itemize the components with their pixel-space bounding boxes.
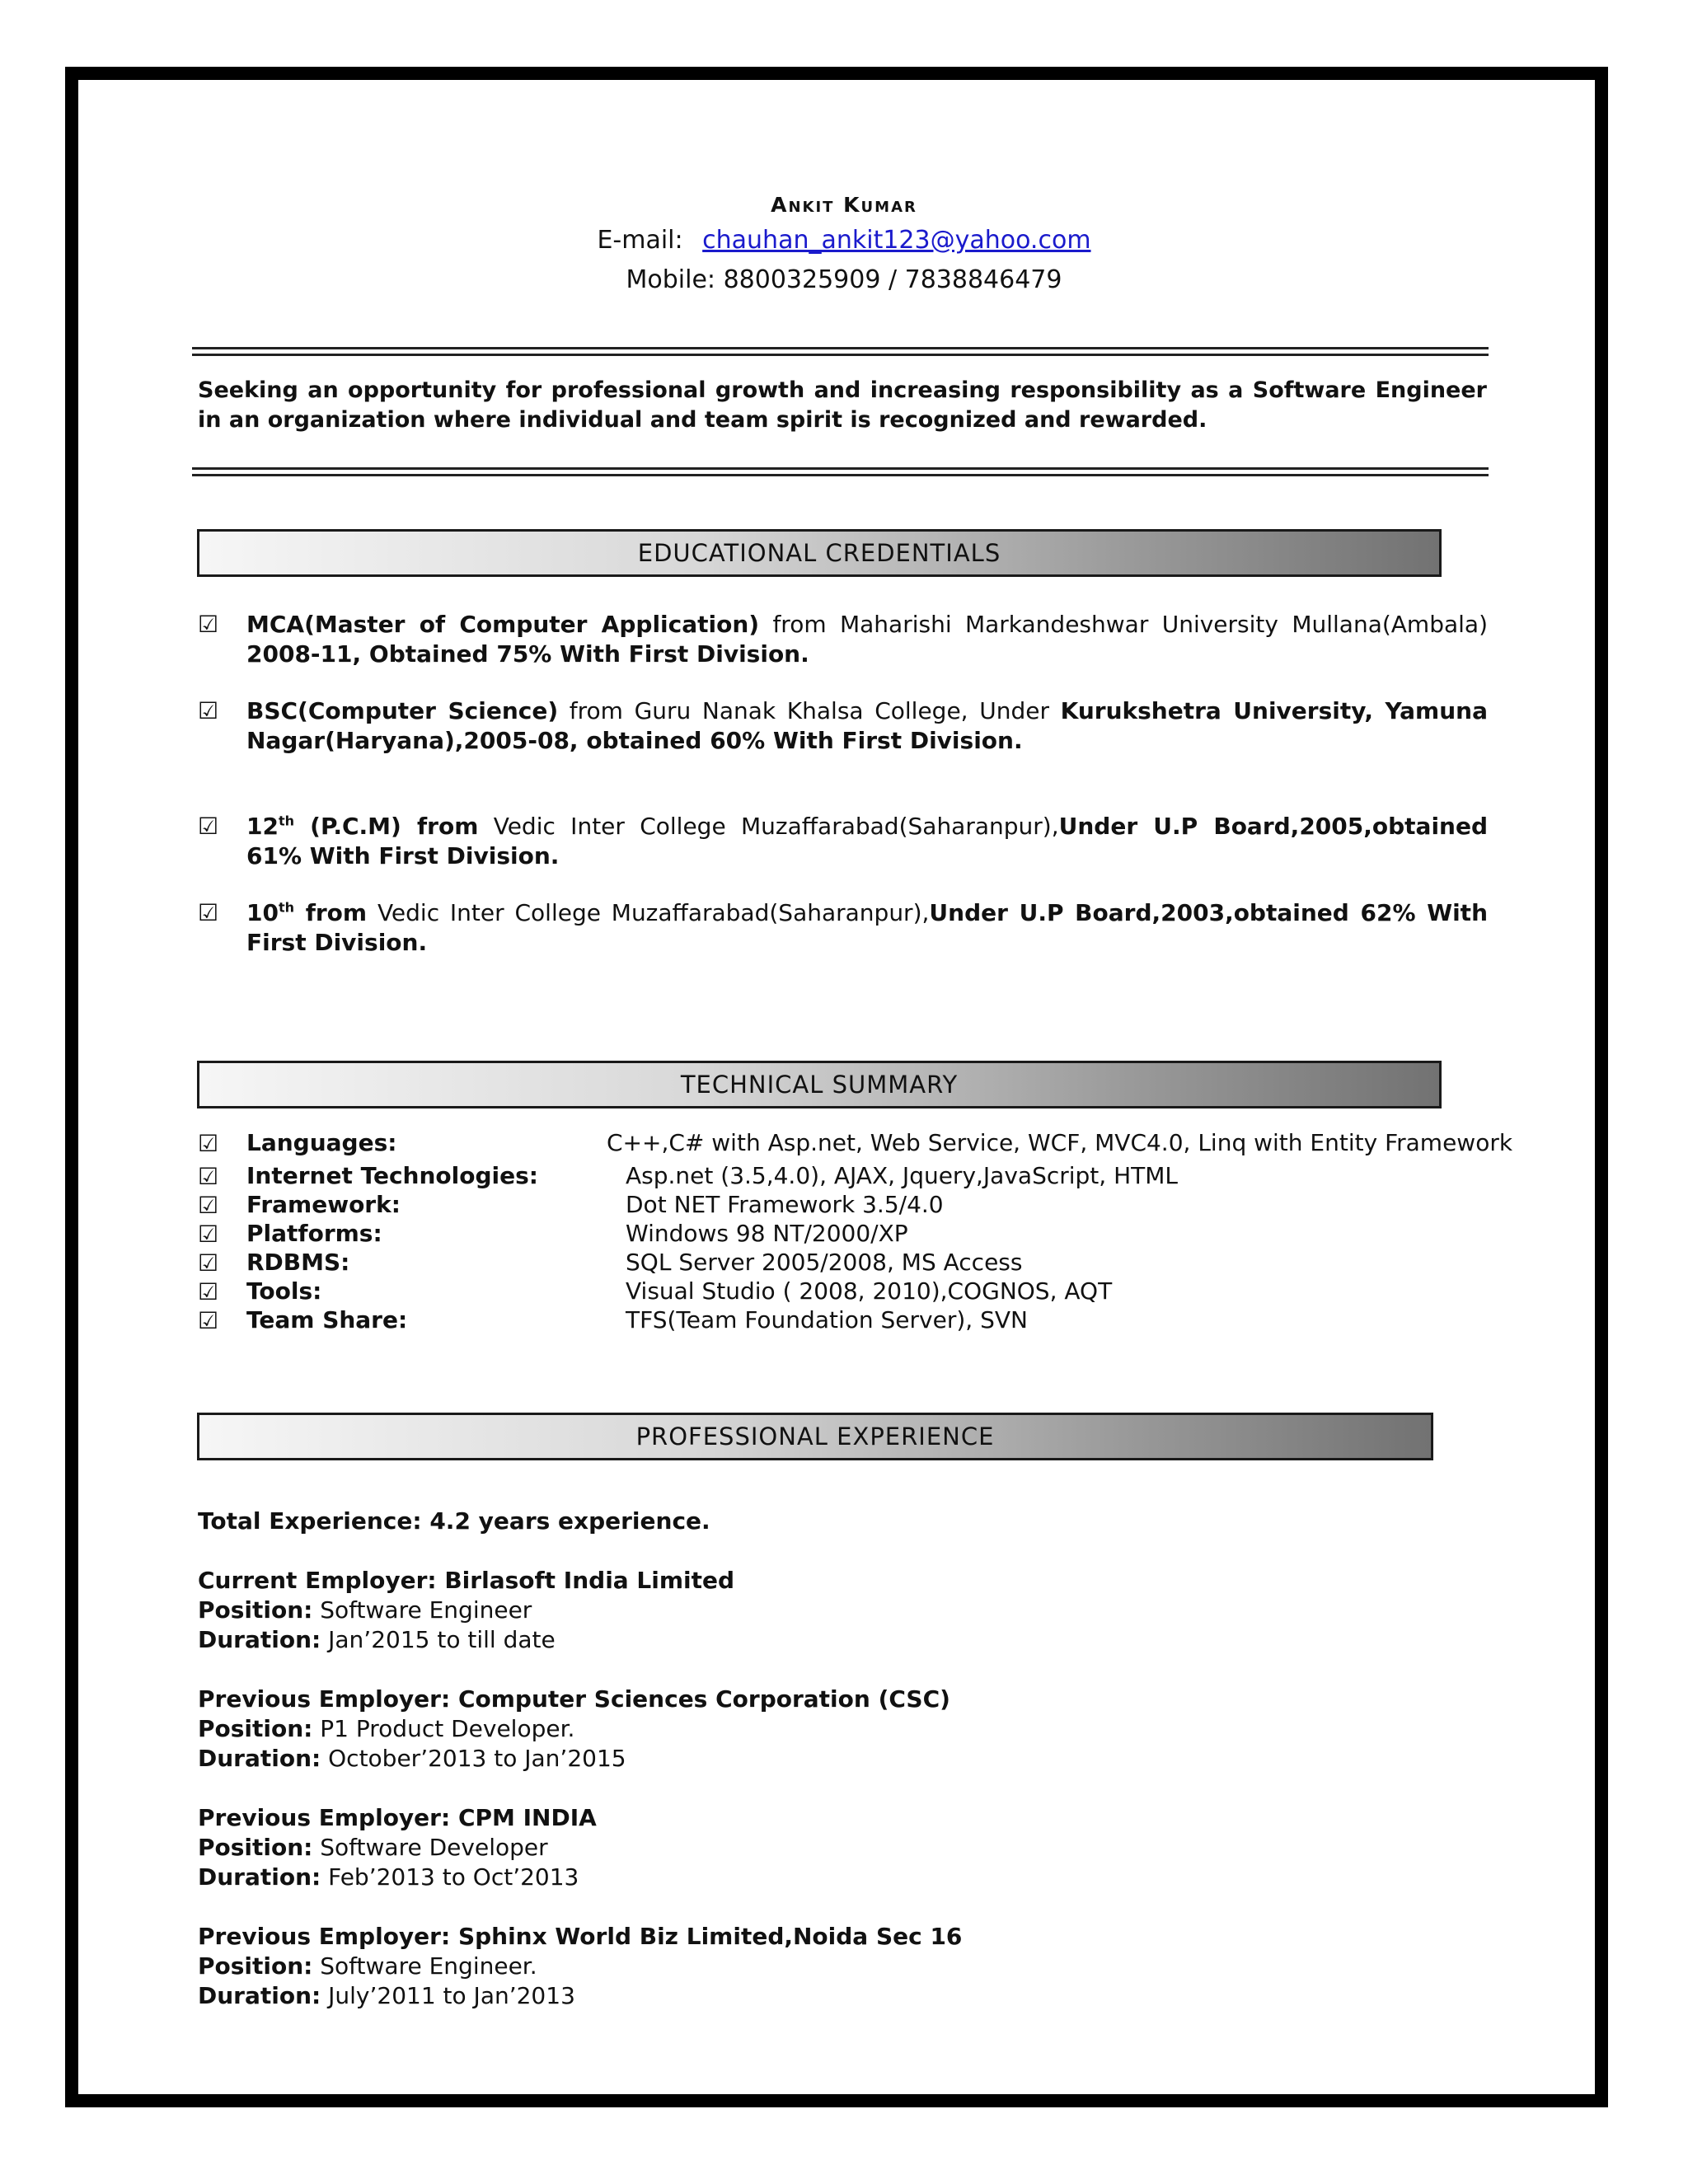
checkbox-icon: ☑: [198, 697, 219, 724]
technical-section-header: [197, 1061, 1442, 1108]
job-duration: Duration: October’2013 to Jan’2015: [198, 1745, 626, 1772]
education-institution: from Guru Nanak Khalsa College, Under: [558, 697, 1061, 724]
job-position: Position: P1 Product Developer.: [198, 1715, 575, 1742]
job-duration: Duration: Jan’2015 to till date: [198, 1626, 556, 1653]
job-block: [198, 1566, 734, 1655]
mobile-line: [0, 265, 1688, 294]
checkbox-icon: ☑: [198, 1192, 219, 1219]
job-employer: Previous Employer: CPM INDIA: [198, 1804, 597, 1831]
education-section-header: [197, 529, 1442, 577]
tech-value-languages: C++,C# with Asp.net, Web Service, WCF, MVC4.0, Linq with Entity Framework: [607, 1129, 1513, 1156]
tech-value-framework: Dot NET Framework 3.5/4.0: [626, 1191, 944, 1218]
tech-label-team-share: Team Share:: [246, 1306, 408, 1333]
education-degree: BSC(Computer Science): [246, 697, 559, 724]
education-result: 2008-11, Obtained 75% With First Division.: [246, 640, 809, 668]
header-divider: [192, 347, 1489, 356]
job-block: [198, 1922, 962, 2011]
tech-label-framework: Framework:: [246, 1191, 401, 1218]
tech-value-internet: Asp.net (3.5,4.0), AJAX, Jquery,JavaScript, HTML: [626, 1162, 1178, 1189]
checkbox-icon: ☑: [198, 1130, 219, 1157]
email-label: E-mail:: [597, 226, 683, 255]
tech-value-tools: Visual Studio ( 2008, 2010),COGNOS, AQT: [626, 1277, 1113, 1305]
tech-label-internet: Internet Technologies:: [246, 1162, 538, 1189]
job-duration: Duration: Feb’2013 to Oct’2013: [198, 1863, 579, 1891]
checkbox-icon: ☑: [198, 1307, 219, 1334]
education-result: Under U.P Board,2003,obtained 62% With First Division.: [246, 899, 1489, 956]
education-grade: 10: [246, 899, 279, 926]
education-item: [246, 898, 1488, 958]
tech-label-rdbms: RDBMS:: [246, 1249, 350, 1276]
checkbox-icon: ☑: [198, 899, 219, 926]
checkbox-icon: ☑: [198, 1163, 219, 1190]
education-title: EDUCATIONAL CREDENTIALS: [637, 539, 1001, 567]
mobile-label: Mobile:: [626, 265, 716, 294]
tech-label-languages: Languages:: [246, 1129, 397, 1156]
job-position: Position: Software Engineer.: [198, 1952, 537, 1980]
education-degree: (P.C.M) from: [294, 813, 479, 840]
tech-value-rdbms: SQL Server 2005/2008, MS Access: [626, 1249, 1023, 1276]
education-institution: Vedic Inter College Muzaffarabad(Saharanpur),: [478, 813, 1059, 840]
job-duration: Duration: July’2011 to Jan’2013: [198, 1982, 575, 2009]
job-employer: Previous Employer: Sphinx World Biz Limited,Noida Sec 16: [198, 1923, 963, 1950]
job-block: [198, 1685, 950, 1774]
mobile-number: 8800325909 / 7838846479: [723, 265, 1062, 294]
education-result: Kurukshetra University, Yamuna Nagar(Haryana),2005-08, obtained 60% With First Division.: [246, 697, 1488, 754]
email-line: [0, 226, 1688, 255]
checkbox-icon: ☑: [198, 1249, 219, 1277]
education-item: [246, 696, 1488, 756]
tech-value-team-share: TFS(Team Foundation Server), SVN: [626, 1306, 1028, 1333]
experience-title: PROFESSIONAL EXPERIENCE: [635, 1422, 995, 1451]
checkbox-icon: ☑: [198, 813, 219, 840]
education-grade-suffix: th: [278, 899, 295, 916]
job-block: [198, 1803, 597, 1892]
job-position: Position: Software Developer: [198, 1834, 548, 1861]
education-item: [246, 812, 1488, 871]
job-employer: Current Employer: Birlasoft India Limited: [198, 1567, 735, 1594]
objective-statement: Seeking an opportunity for professional growth and increasing responsibility as a Software Engineer in an organization where individual and team spirit is recognized and rewarded.: [198, 377, 1487, 433]
candidate-name: Ankit Kumar: [771, 193, 917, 217]
education-grade-suffix: th: [278, 813, 295, 829]
total-experience: Total Experience: 4.2 years experience.: [198, 1507, 710, 1535]
checkbox-icon: ☑: [198, 611, 219, 638]
checkbox-icon: ☑: [198, 1221, 219, 1248]
job-employer: Previous Employer: Computer Sciences Corporation (CSC): [198, 1685, 950, 1713]
tech-label-platforms: Platforms:: [246, 1220, 382, 1247]
job-position: Position: Software Engineer: [198, 1596, 532, 1624]
education-degree: MCA(Master of Computer Application): [246, 611, 760, 638]
education-result: Under U.P Board,2005,obtained 61% With First Division.: [246, 813, 1489, 869]
technical-title: TECHNICAL SUMMARY: [680, 1071, 959, 1099]
tech-value-platforms: Windows 98 NT/2000/XP: [626, 1220, 908, 1247]
education-institution: from Maharishi Markandeshwar University Mullana(Ambala): [759, 611, 1488, 638]
checkbox-icon: ☑: [198, 1278, 219, 1305]
tech-label-tools: Tools:: [246, 1277, 322, 1305]
email-link[interactable]: chauhan_ankit123@yahoo.com: [702, 226, 1091, 255]
education-degree: from: [294, 899, 368, 926]
education-grade: 12: [246, 813, 279, 840]
objective-divider: [192, 467, 1489, 476]
experience-section-header: [197, 1413, 1433, 1460]
education-item: [246, 610, 1488, 669]
education-institution: Vedic Inter College Muzaffarabad(Saharanpur),: [367, 899, 930, 926]
